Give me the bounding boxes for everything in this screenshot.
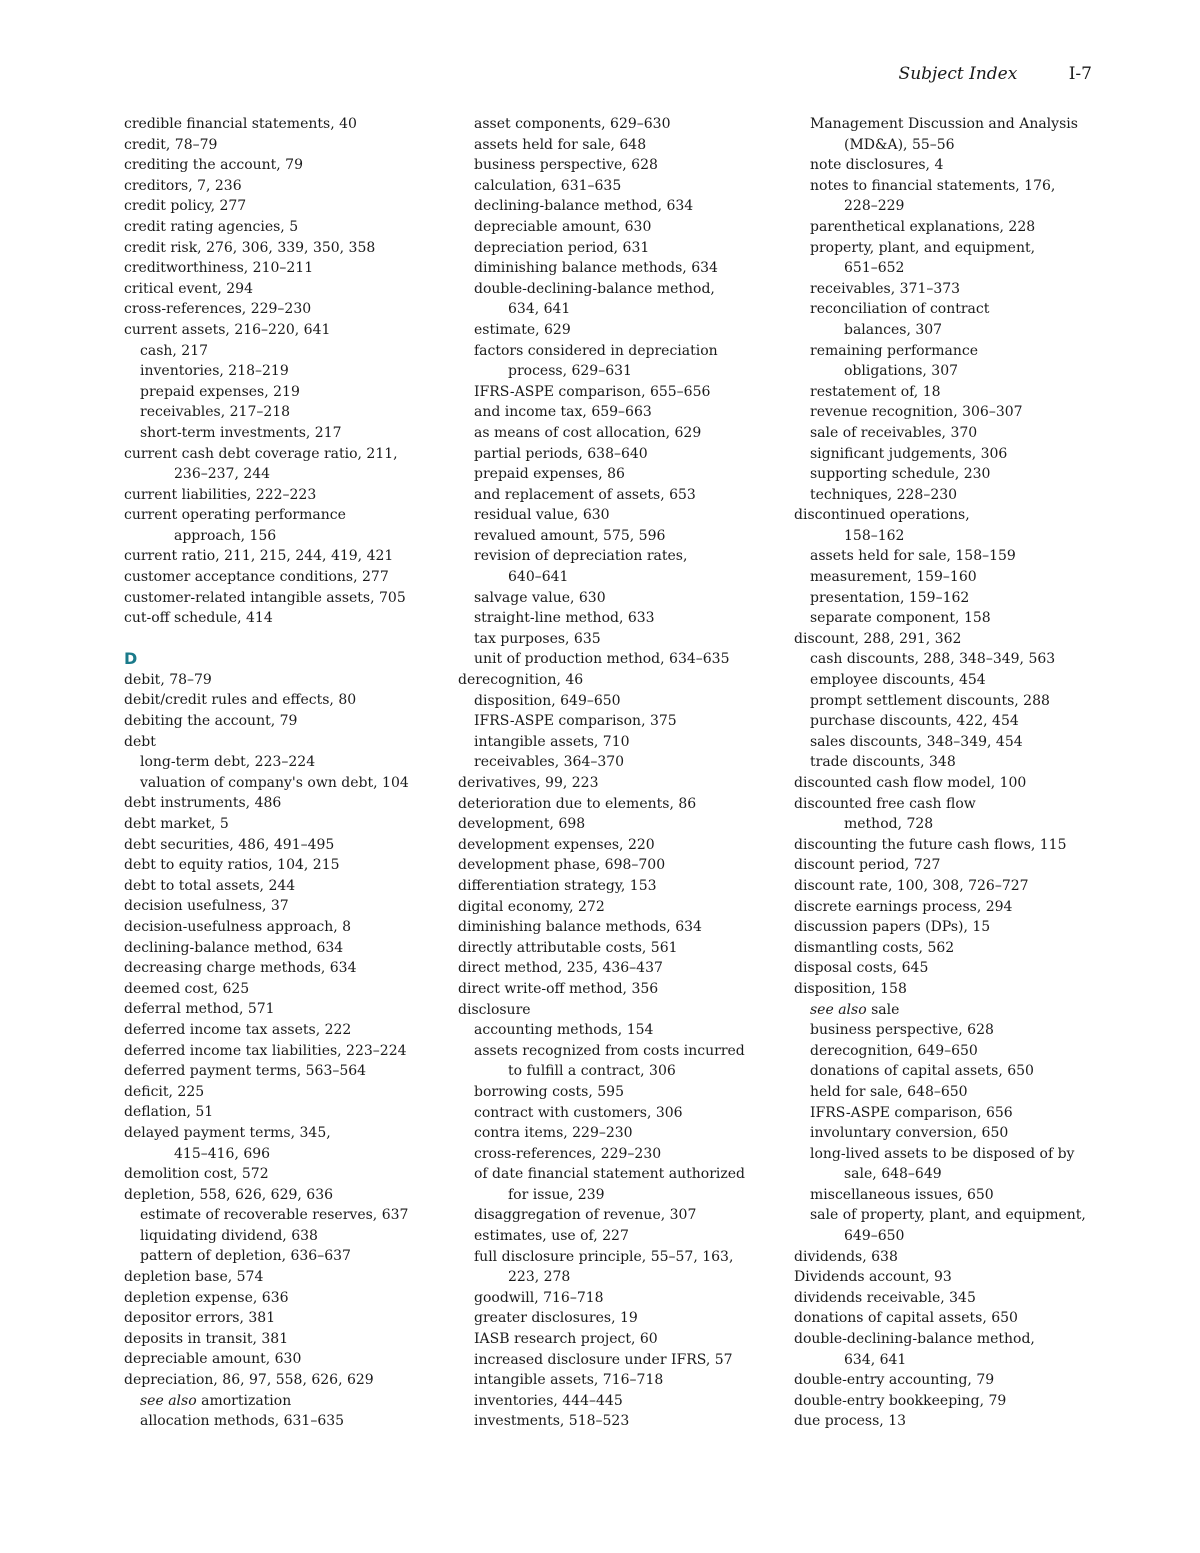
index-subentry: supporting schedule, 230 [810,466,991,483]
page-number: I-7 [1068,64,1092,84]
index-entry: deterioration due to elements, 86 [458,795,697,812]
index-entry-continuation: (MD&A), 55–56 [844,136,955,153]
index-subentry [794,1000,1124,1021]
index-entry-continuation: obligations, 307 [844,363,959,380]
index-entry: derivatives, 99, 223 [458,775,599,791]
index-entry: dividends receivable, 345 [794,1289,976,1306]
index-subentry: cash discounts, 288, 348–349, 563 [810,651,1056,668]
index-entry: decreasing charge methods, 634 [124,960,357,977]
index-subentry: sale of property, plant, and equipment, [810,1207,1086,1224]
index-entry: current operating performance [124,507,346,524]
index-entry: demolition cost, 572 [124,1166,269,1183]
index-subentry: business perspective, 628 [810,1022,994,1039]
index-entry: direct write-off method, 356 [458,980,659,997]
index-entry: depreciation, 86, 97, 558, 626, 629 [124,1372,374,1389]
index-entry-continuation: 651–652 [844,260,905,277]
index-subentry: full disclosure principle, 55–57, 163, [474,1248,734,1265]
index-entry: discount, 288, 291, 362 [794,630,962,647]
index-subentry: separate component, 158 [810,610,991,627]
see-also-target: amortization [201,1392,292,1409]
index-subentry: diminishing balance methods, 634 [474,260,718,277]
index-entry: credit risk, 276, 306, 339, 350, 358 [124,239,376,256]
index-entry: discount period, 727 [794,857,941,874]
index-subentry: accounting methods, 154 [474,1022,654,1039]
index-subentry: cash, 217 [140,342,209,359]
index-subentry: sale of receivables, 370 [810,424,978,441]
running-header-title: Subject Index [898,64,1018,84]
index-entry: credible financial statements, 40 [124,116,357,132]
index-entry: decision-usefulness approach, 8 [124,918,352,935]
index-entry: double-entry bookkeeping, 79 [794,1392,1007,1409]
index-subentry: estimate, 629 [474,321,571,338]
index-subentry: double-declining-balance method, [474,280,715,297]
index-subentry: notes to financial statements, 176, [810,177,1056,194]
index-entry: current cash debt coverage ratio, 211, [124,445,398,462]
index-subentry: valuation of company's own debt, 104 [140,774,409,791]
index-entry: depletion base, 574 [124,1269,264,1286]
index-subentry: disaggregation of revenue, 307 [474,1207,697,1224]
index-entry: depletion, 558, 626, 629, 636 [124,1186,334,1203]
index-subentry: cross-references, 229–230 [474,1145,662,1162]
index-subentry: as means of cost allocation, 629 [474,424,702,441]
index-subentry: measurement, 159–160 [810,569,977,586]
index-subentry: liquidating dividend, 638 [140,1227,318,1244]
index-entry: debit/credit rules and effects, 80 [124,692,357,709]
index-subentry: depreciation period, 631 [474,239,650,256]
index-entry: debt securities, 486, 491–495 [124,836,335,853]
index-entry: diminishing balance methods, 634 [458,919,702,936]
index-subentry: depreciable amount, 630 [474,218,652,235]
index-subentry: borrowing costs, 595 [474,1083,624,1100]
index-subentry: employee discounts, 454 [810,672,986,689]
index-entry: debt instruments, 486 [124,795,282,812]
see-also-label: see also [140,1392,197,1409]
index-entry: deferred payment terms, 563–564 [124,1063,367,1080]
index-entry: disposition, 158 [794,980,907,997]
index-entry: due process, 13 [794,1413,907,1430]
index-entry: decision usefulness, 37 [124,898,289,915]
index-entry: customer-related intangible assets, 705 [124,589,406,606]
index-subentry: remaining performance [810,342,979,359]
index-subentry: estimates, use of, 227 [474,1228,629,1245]
index-subentry: contract with customers, 306 [474,1104,683,1121]
index-subentry: Management Discussion and Analysis [810,116,1078,132]
index-subentry: tax purposes, 635 [474,630,601,647]
index-entry: debt to equity ratios, 104, 215 [124,857,340,874]
index-entry: credit policy, 277 [124,198,247,215]
index-entry: deferral method, 571 [124,1001,275,1018]
index-subentry: increased disclosure under IFRS, 57 [474,1351,733,1368]
index-entry: development phase, 698–700 [458,857,666,874]
index-subentry: residual value, 630 [474,507,610,524]
index-subentry: property, plant, and equipment, [810,239,1036,256]
index-entry-continuation: approach, 156 [174,527,277,544]
index-entry: derecognition, 46 [458,672,584,689]
index-subentry: contra items, 229–230 [474,1125,633,1142]
index-entry: deposits in transit, 381 [124,1330,289,1347]
index-entry: credit, 78–79 [124,136,218,153]
index-subentry: receivables, 371–373 [810,280,961,297]
index-entry: discontinued operations, [794,507,970,524]
index-subentry: business perspective, 628 [474,157,658,174]
index-entry: cut-off schedule, 414 [124,610,273,627]
index-entry-continuation: 634, 641 [844,1351,907,1368]
index-entry: credit rating agencies, 5 [124,218,299,235]
index-subentry: IFRS-ASPE comparison, 656 [810,1104,1013,1121]
index-entry: discounted cash flow model, 100 [794,775,1027,791]
index-entry: debt [124,733,156,750]
index-subentry: assets held for sale, 158–159 [810,548,1016,565]
index-entry-continuation: process, 629–631 [508,363,632,380]
index-subentry: revalued amount, 575, 596 [474,527,666,544]
index-entry: delayed payment terms, 345, [124,1124,331,1141]
index-entry: deferred income tax liabilities, 223–224 [124,1042,407,1059]
index-entry: discount rate, 100, 308, 726–727 [794,877,1029,894]
index-entry: dismantling costs, 562 [794,939,955,956]
index-entry: discussion papers (DPs), 15 [794,919,991,936]
index-subentry: derecognition, 649–650 [810,1042,978,1059]
index-column-2 [458,114,788,1432]
index-entry-continuation: to fulfill a contract, 306 [508,1063,676,1080]
index-entry: depositor errors, 381 [124,1310,276,1327]
index-entry: disposal costs, 645 [794,960,929,977]
index-subentry [124,1391,454,1412]
index-entry: digital economy, 272 [458,898,605,915]
index-subentry: salvage value, 630 [474,589,606,606]
index-subentry: note disclosures, 4 [810,157,944,174]
index-entry: discounted free cash flow [794,795,976,812]
index-entry: deemed cost, 625 [124,980,250,997]
index-subentry: receivables, 364–370 [474,754,625,771]
index-subentry: intangible assets, 716–718 [474,1372,664,1389]
index-entry: depreciable amount, 630 [124,1351,302,1368]
see-also-target: sale [871,1001,900,1018]
index-entry: disclosure [458,1001,531,1018]
index-subentry: held for sale, 648–650 [810,1083,968,1100]
index-subentry: techniques, 228–230 [810,486,958,503]
index-entry: double-declining-balance method, [794,1331,1035,1348]
index-subentry: presentation, 159–162 [810,589,970,606]
index-entry: crediting the account, 79 [124,157,303,174]
index-subentry: partial periods, 638–640 [474,445,648,462]
index-entry: debiting the account, 79 [124,713,298,730]
index-subentry: donations of capital assets, 650 [810,1063,1034,1080]
index-subentry: and replacement of assets, 653 [474,486,696,503]
index-entry: differentiation strategy, 153 [458,877,657,894]
index-entry-continuation: 158–162 [844,527,905,544]
index-entry: discrete earnings process, 294 [794,898,1013,915]
index-entry-continuation: 640–641 [508,569,569,586]
index-subentry: unit of production method, 634–635 [474,651,730,668]
index-subentry: factors considered in depreciation [474,342,718,359]
index-entry: development, 698 [458,816,586,833]
index-subentry: assets recognized from costs incurred [474,1042,745,1059]
index-column-3 [794,114,1124,1432]
index-entry: debit, 78–79 [124,671,212,688]
index-subentry: reconciliation of contract [810,301,990,318]
index-entry: deferred income tax assets, 222 [124,1021,352,1038]
index-subentry: purchase discounts, 422, 454 [810,713,1019,730]
index-entry-continuation: method, 728 [844,816,934,833]
index-subentry: restatement of, 18 [810,383,941,400]
index-entry: current ratio, 211, 215, 244, 419, 421 [124,548,394,565]
index-entry: current assets, 216–220, 641 [124,321,331,338]
index-subentry: trade discounts, 348 [810,754,956,771]
index-subentry: significant judgements, 306 [810,445,1008,462]
index-entry: deflation, 51 [124,1104,214,1121]
index-subentry: IFRS-ASPE comparison, 655–656 [474,383,711,400]
index-subentry: revenue recognition, 306–307 [810,404,1023,421]
index-subentry: involuntary conversion, 650 [810,1125,1009,1142]
index-entry: development expenses, 220 [458,836,655,853]
index-subentry: receivables, 217–218 [140,404,291,421]
index-subentry: long-lived assets to be disposed of by [810,1145,1075,1162]
index-subentry: straight-line method, 633 [474,610,655,627]
index-entry-continuation: balances, 307 [844,321,943,338]
index-entry: depletion expense, 636 [124,1289,289,1306]
index-subentry: IASB research project, 60 [474,1331,658,1348]
index-entry: creditworthiness, 210–211 [124,260,314,277]
index-entry-continuation: 223, 278 [508,1269,571,1286]
index-subentry: IFRS-ASPE comparison, 375 [474,713,677,730]
index-subentry: sales discounts, 348–349, 454 [810,733,1023,750]
index-subentry: of date financial statement authorized [474,1166,745,1183]
index-entry: current liabilities, 222–223 [124,486,317,503]
index-entry: directly attributable costs, 561 [458,939,678,956]
index-entry: cross-references, 229–230 [124,301,312,318]
index-subentry: short-term investments, 217 [140,424,342,441]
see-also-label: see also [810,1001,867,1018]
index-entry: creditors, 7, 236 [124,177,242,194]
index-entry: donations of capital assets, 650 [794,1310,1018,1327]
index-subentry: prepaid expenses, 219 [140,383,300,400]
index-subentry: investments, 518–523 [474,1413,630,1430]
index-subentry: and income tax, 659–663 [474,404,652,421]
index-entry-continuation: 415–416, 696 [174,1145,271,1162]
index-entry: customer acceptance conditions, 277 [124,569,389,586]
index-entry: debt to total assets, 244 [124,877,296,894]
index-subentry: intangible assets, 710 [474,733,630,750]
index-entry-continuation: 649–650 [844,1228,905,1245]
index-subentry: assets held for sale, 648 [474,136,647,153]
index-subentry: disposition, 649–650 [474,692,621,709]
index-subentry: inventories, 218–219 [140,363,289,380]
index-subentry: declining-balance method, 634 [474,198,694,215]
index-entry-continuation: 236–237, 244 [174,466,271,483]
index-entry: debt market, 5 [124,816,229,832]
index-entry: Dividends account, 93 [794,1269,952,1286]
index-subentry: calculation, 631–635 [474,177,622,194]
index-entry: dividends, 638 [794,1248,898,1265]
index-subentry: asset components, 629–630 [474,116,671,132]
index-entry: double-entry accounting, 79 [794,1372,995,1389]
index-subentry: prompt settlement discounts, 288 [810,692,1050,709]
index-subentry: long-term debt, 223–224 [140,754,316,771]
index-subentry: allocation methods, 631–635 [140,1413,345,1430]
index-subentry: goodwill, 716–718 [474,1289,604,1306]
index-subentry: greater disclosures, 19 [474,1310,638,1327]
index-entry: critical event, 294 [124,280,253,297]
index-entry-continuation: 228–229 [844,198,905,215]
index-subentry: miscellaneous issues, 650 [810,1186,994,1203]
index-entry-continuation: for issue, 239 [508,1186,605,1203]
index-subentry: pattern of depletion, 636–637 [140,1248,351,1265]
index-entry-continuation: sale, 648–649 [844,1166,942,1183]
index-subentry: parenthetical explanations, 228 [810,218,1036,235]
index-entry: deficit, 225 [124,1083,205,1100]
running-header [899,64,1092,84]
index-section-letter: D [124,648,138,668]
index-column-1 [124,114,454,1432]
index-subentry: prepaid expenses, 86 [474,466,625,483]
index-entry: discounting the future cash flows, 115 [794,836,1067,853]
index-subentry: inventories, 444–445 [474,1392,623,1409]
index-entry: declining-balance method, 634 [124,939,344,956]
index-subentry: revision of depreciation rates, [474,548,688,565]
index-entry: direct method, 235, 436–437 [458,960,663,977]
index-entry-continuation: 634, 641 [508,301,571,318]
index-subentry: estimate of recoverable reserves, 637 [140,1207,409,1224]
